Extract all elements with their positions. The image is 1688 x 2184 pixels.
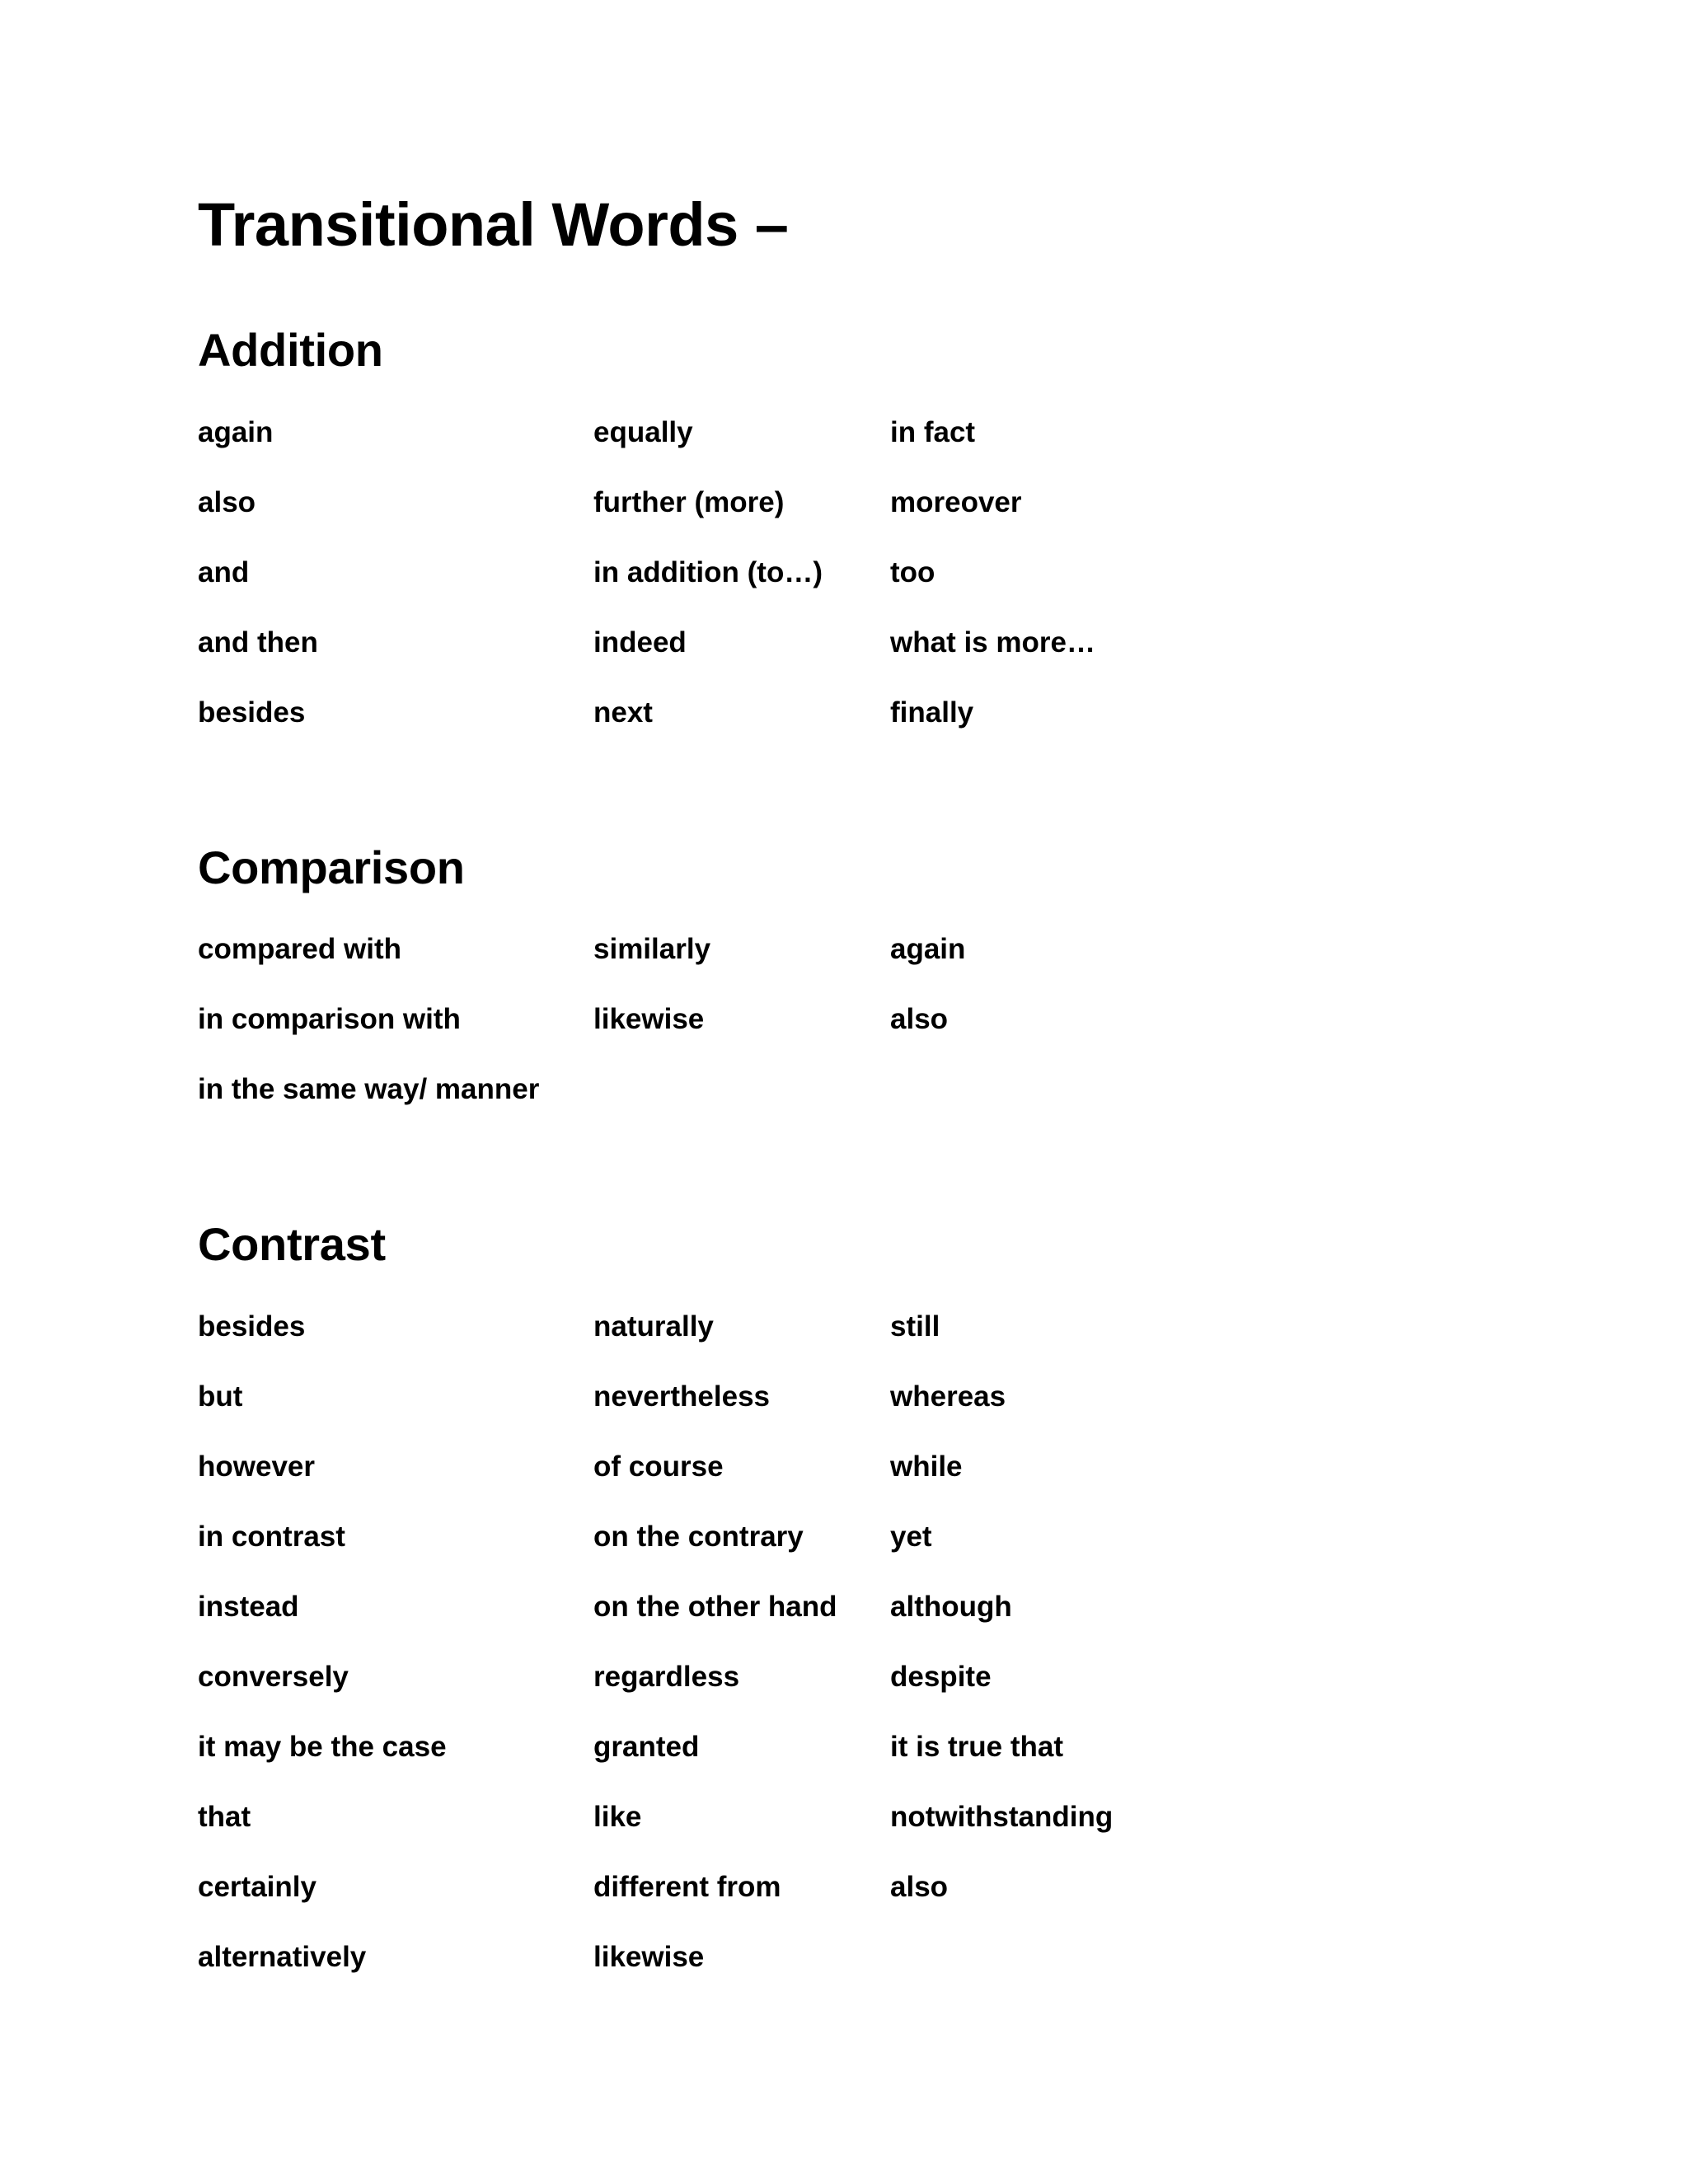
transition-word: still — [890, 1310, 940, 1343]
transition-word — [890, 1073, 1220, 1143]
transition-word: compared with — [198, 933, 401, 965]
transition-word: next — [593, 696, 653, 729]
transition-word: but — [198, 1380, 243, 1413]
transition-word: that — [198, 1801, 251, 1833]
transition-word: like — [593, 1801, 642, 1833]
transition-word: finally — [890, 696, 974, 729]
transition-word: in contrast — [198, 1521, 345, 1553]
transition-word: it is true that — [890, 1731, 1064, 1763]
transition-word: also — [198, 486, 256, 518]
transition-word: however — [198, 1451, 315, 1483]
transition-word: besides — [198, 1310, 306, 1343]
transition-word: although — [890, 1591, 1012, 1623]
transition-word — [593, 1073, 890, 1143]
transition-word: also — [890, 1871, 949, 1903]
section-heading-addition: Addition — [198, 324, 383, 376]
transition-word: moreover — [890, 486, 1022, 518]
transition-word: in addition (to…) — [593, 556, 823, 588]
word-list-contrast — [198, 1310, 1220, 2011]
section-heading-comparison: Comparison — [198, 841, 465, 893]
transition-word: granted — [593, 1731, 700, 1763]
transition-word: nevertheless — [593, 1380, 771, 1413]
transition-word: what is more… — [890, 626, 1095, 658]
transition-word: different from — [593, 1871, 781, 1903]
transition-word: again — [198, 416, 274, 448]
section-heading-contrast: Contrast — [198, 1218, 386, 1270]
transition-word: despite — [890, 1661, 992, 1693]
transition-word: yet — [890, 1521, 932, 1553]
transition-word: notwithstanding — [890, 1801, 1114, 1833]
transition-word: alternatively — [198, 1941, 367, 1973]
transition-word: indeed — [593, 626, 687, 658]
transition-word: in fact — [890, 416, 976, 448]
transition-word: further (more) — [593, 486, 785, 518]
transition-word: in comparison with — [198, 1003, 461, 1035]
transition-word: besides — [198, 696, 306, 729]
transition-word: certainly — [198, 1871, 316, 1903]
transition-word: it may be the case — [198, 1731, 447, 1763]
transition-word: conversely — [198, 1661, 349, 1693]
transition-word: on the other hand — [593, 1591, 837, 1623]
transition-word: also — [890, 1003, 949, 1035]
word-list-comparison — [198, 933, 1220, 1143]
transition-word: instead — [198, 1591, 299, 1623]
transition-word: of course — [593, 1451, 724, 1483]
transition-word: in the same way/ manner — [198, 1073, 540, 1105]
transition-word: and — [198, 556, 250, 588]
transition-word: equally — [593, 416, 693, 448]
transition-word: likewise — [593, 1003, 705, 1035]
page-title: Transitional Words – — [198, 190, 789, 259]
word-list-addition — [198, 416, 1220, 766]
transition-word: and then — [198, 626, 318, 658]
transition-word: on the contrary — [593, 1521, 804, 1553]
transition-word — [890, 1941, 1220, 2011]
transition-word: too — [890, 556, 935, 588]
transition-word: whereas — [890, 1380, 1006, 1413]
transition-word: naturally — [593, 1310, 714, 1343]
transition-word: regardless — [593, 1661, 740, 1693]
transition-word: while — [890, 1451, 963, 1483]
transition-word: again — [890, 933, 966, 965]
transition-word: similarly — [593, 933, 711, 965]
transition-word: likewise — [593, 1941, 705, 1973]
